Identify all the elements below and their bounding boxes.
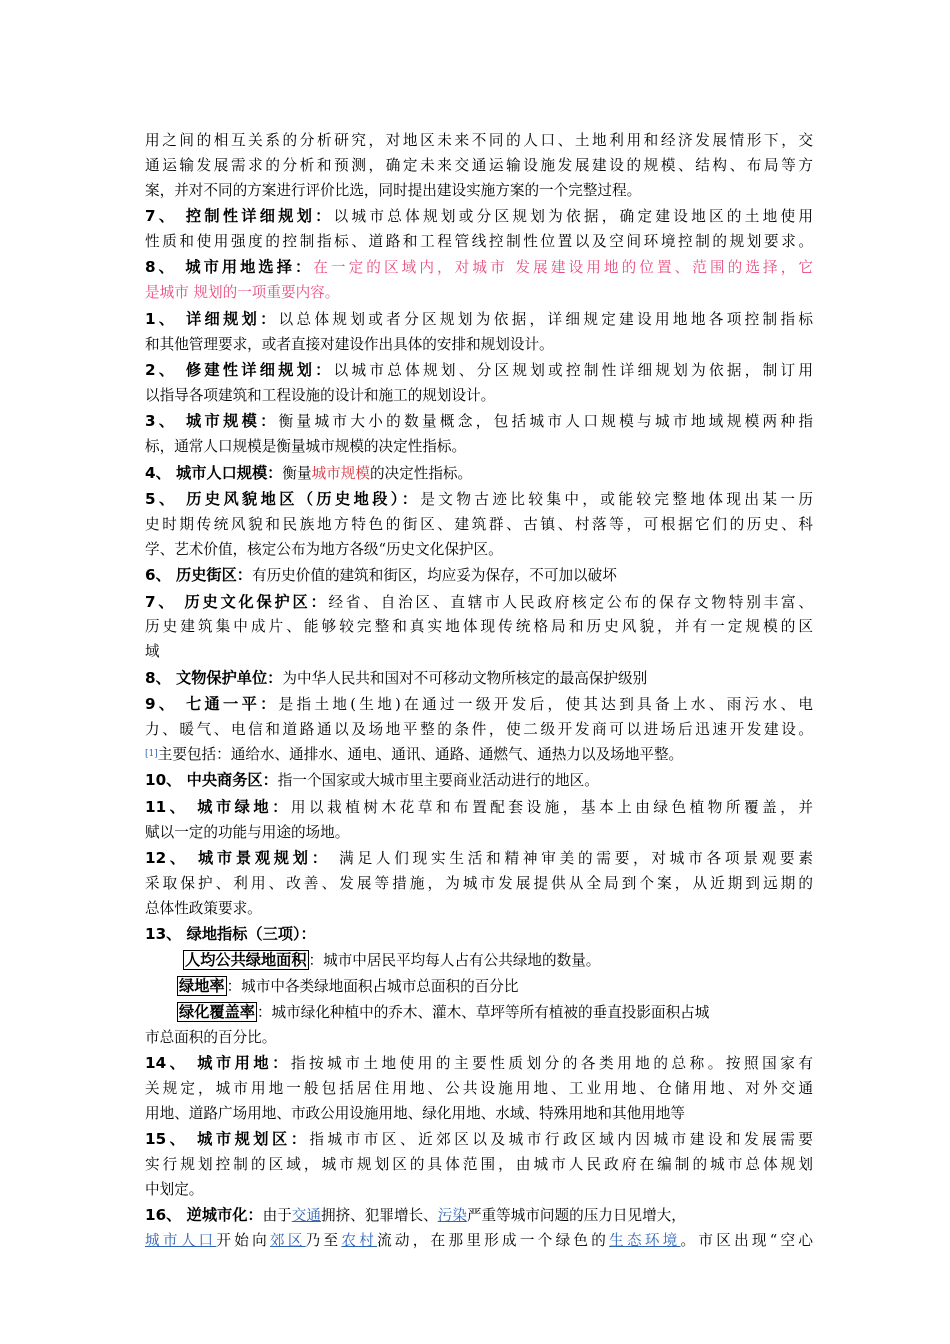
footnote-ref: [1] <box>145 748 158 759</box>
text-run: 的决定性指标。 <box>369 464 473 482</box>
text-run: 学、艺术价值，核定公布为地方各级“历史文化保护区。 <box>145 540 503 558</box>
item-number: 6、 <box>145 566 177 585</box>
term-heading: 历史风貌地区（历史地段）： <box>186 489 421 508</box>
text-run: 衡量 <box>282 464 312 482</box>
text-line-2 <box>145 153 813 178</box>
text-line-31 <box>145 896 813 921</box>
text-run: 以城市总体规划、分区规划或控制性详细规划为依据，制订用 <box>333 362 813 380</box>
boxed-term: 绿化覆盖率 <box>179 1002 255 1021</box>
text-run: 力、暖气、电信和道路通以及场地平整的条件，使二级开发商可以进场后迅速开发建设。 <box>145 720 813 738</box>
text-line-28 <box>145 820 813 845</box>
term-heading: 逆城市化： <box>186 1206 263 1225</box>
term-heading: 绿地指标（三项）： <box>186 925 316 944</box>
text-run: ：城市中居民平均每人占有公共绿地的数量。 <box>308 952 601 969</box>
item-number: 15、 <box>145 1130 198 1149</box>
text-line-16 <box>145 512 813 537</box>
text-line-30 <box>145 871 813 896</box>
item-number: 13、 <box>145 925 187 944</box>
item-number: 2、 <box>145 361 186 380</box>
text-line-37 <box>145 1051 813 1076</box>
term-heading: 城市规模： <box>186 412 279 431</box>
text-line-7 <box>145 280 813 305</box>
text-run: 用地、道路广场用地、市政公用设施用地、绿化用地、水域、特殊用地和其他用地等 <box>145 1104 685 1122</box>
text-line-14 <box>145 461 813 486</box>
text-line-4 <box>145 204 813 229</box>
text-run: 开始向 <box>216 1232 270 1250</box>
text-run: 以城市总体规划或分区规划为依据，确定建设地区的土地使用 <box>333 208 813 226</box>
text-run: 域 <box>145 643 160 661</box>
text-run: 衡量城市大小的数量概念，包括城市人口规模与城市地域规模两种指 <box>278 413 813 431</box>
text-run: 以总体规划或者分区规划为依据，详细规定建设用地地各项控制指标 <box>278 310 813 328</box>
text-line-29 <box>145 846 813 871</box>
text-run: 赋以一定的功能与用途的场地。 <box>145 823 350 841</box>
text-run: 史时期传统风貌和民族地方特色的街区、建筑群、古镇、村落等，可根据它们的历史、科 <box>145 515 813 533</box>
term-heading: 详细规划： <box>186 309 279 328</box>
text-run: 和其他管理要求，或者直接对建设作出具体的安排和规划设计。 <box>145 335 554 353</box>
text-run: 指一个国家或大城市里主要商业活动进行的地区。 <box>277 772 599 790</box>
text-run: 拥挤、犯罪增长、 <box>320 1207 438 1225</box>
text-run: 总体性政策要求。 <box>145 899 262 917</box>
item-number: 8、 <box>145 258 186 277</box>
text-run: 经省、自治区、直辖市人民政府核定公布的保存文物特别丰富、 <box>328 593 814 611</box>
term-heading: 中央商务区： <box>186 771 278 790</box>
text-line-25 <box>145 742 813 767</box>
text-line-20 <box>145 614 813 639</box>
text-run: 中划定。 <box>145 1181 204 1199</box>
text-line-33 <box>145 948 813 973</box>
item-number: 7、 <box>145 592 185 611</box>
term-heading: 城市人口规模： <box>176 463 283 482</box>
text-line-41 <box>145 1152 813 1177</box>
text-line-34 <box>145 974 813 999</box>
text-line-36 <box>145 1025 813 1050</box>
item-number: 11、 <box>145 797 198 816</box>
text-run: 指按城市土地使用的主要性质划分的各类用地的总称。按照国家有 <box>290 1055 813 1073</box>
text-run: 指城市市区、近郊区以及城市行政区域内因城市建设和发展需要 <box>309 1131 813 1149</box>
item-number: 1、 <box>145 309 187 328</box>
term-heading: 城市规划区： <box>197 1130 310 1149</box>
text-run: 通运输发展需求的分析和预测，确定未来交通运输设施发展建设的规模、结构、布局等方 <box>145 156 813 174</box>
text-run: 城市规模 <box>311 464 370 482</box>
document-page <box>145 128 813 1253</box>
text-line-12 <box>145 409 813 434</box>
text-run: 用以栽植树木花草和布置配套设施，基本上由绿色植物所覆盖，并 <box>290 798 813 816</box>
text-run: 满足人们现实生活和精神审美的需要，对城市各项景观要素 <box>330 849 813 867</box>
text-line-35 <box>145 1000 813 1025</box>
text-run: 是城市 规划的一项重要内容。 <box>145 284 340 302</box>
hyperlink[interactable]: 生态环境 <box>609 1232 681 1250</box>
text-line-5 <box>145 229 813 254</box>
text-run: 。市区出现“空心 <box>680 1232 813 1250</box>
text-run: 主要包括：通给水、通排水、通电、通讯、通路、通燃气、通热力以及场地平整。 <box>157 745 684 763</box>
text-line-11 <box>145 383 813 408</box>
text-line-1 <box>145 128 813 153</box>
text-run: 标，通常人口规模是衡量城市规模的决定性指标。 <box>145 438 467 456</box>
text-run: 是文物古迹比较集中，或能较完整地体现出某一历 <box>420 490 813 508</box>
hyperlink[interactable]: 城市人口 <box>145 1232 217 1250</box>
term-heading: 历史文化保护区： <box>184 592 329 611</box>
text-line-9 <box>145 332 813 357</box>
text-line-18 <box>145 563 813 588</box>
item-number: 9、 <box>145 695 187 714</box>
term-heading: 七通一平： <box>186 695 279 714</box>
text-run: 市总面积的百分比。 <box>145 1028 277 1046</box>
text-run: 历史建筑集中成片、能够较完整和真实地体现传统格局和历史风貌，并有一定规模的区 <box>145 618 813 636</box>
text-line-3 <box>145 178 813 203</box>
hyperlink[interactable]: 农村 <box>341 1232 378 1250</box>
text-run: 由于 <box>262 1207 292 1225</box>
hyperlink[interactable]: 郊区 <box>269 1232 306 1250</box>
text-run: 关规定，城市用地一般包括居住用地、公共设施用地、工业用地、仓储用地、对外交通 <box>145 1079 813 1097</box>
item-number: 3、 <box>145 412 187 431</box>
text-run: 性质和使用强度的控制指标、道路和工程管线控制性位置以及空间环境控制的规划要求。 <box>145 233 813 251</box>
text-line-42 <box>145 1177 813 1202</box>
text-run: 在一定的区域内，对城市 发展建设用地的位置、范围的选择，它 <box>313 259 813 277</box>
boxed-term: 绿地率 <box>179 976 225 995</box>
text-line-21 <box>145 639 813 664</box>
text-line-44 <box>145 1228 813 1253</box>
item-number: 5、 <box>145 489 187 508</box>
term-heading: 城市绿地： <box>197 797 291 816</box>
text-line-27 <box>145 795 813 820</box>
text-run: 以指导各项建筑和工程设施的设计和施工的规划设计。 <box>145 386 496 404</box>
text-line-32 <box>145 922 813 947</box>
text-run: 采取保护、利用、改善、发展等措施，为城市发展提供从全局到个案，从近期到远期的 <box>145 874 813 892</box>
text-line-26 <box>145 768 813 793</box>
text-line-23 <box>145 692 813 717</box>
text-run: ：城市中各类绿地面积占城市总面积的百分比 <box>226 977 519 995</box>
item-number: 7、 <box>145 207 186 226</box>
term-heading: 城市景观规划： <box>197 848 331 867</box>
text-line-6 <box>145 255 813 280</box>
term-heading: 城市用地： <box>197 1054 291 1073</box>
text-run: 用之间的相互关系的分析研究，对地区未来不同的人口、土地利用和经济发展情形下，交 <box>145 132 813 149</box>
text-line-10 <box>145 358 813 383</box>
text-run: 有历史价值的建筑和街区，均应妥为保存，不可加以破坏 <box>251 567 617 585</box>
term-heading: 文物保护单位： <box>176 668 283 687</box>
text-run: 实行规划控制的区域，城市规划区的具体范围，由城市人民政府在编制的城市总体规划 <box>145 1156 813 1174</box>
item-number: 10、 <box>145 771 187 790</box>
item-number: 4、 <box>145 463 177 482</box>
text-run: ：城市绿化种植中的乔木、灌木、草坪等所有植被的垂直投影面积占城 <box>256 1003 710 1021</box>
item-number: 12、 <box>145 848 198 867</box>
text-line-22 <box>145 666 813 691</box>
text-run: 为中华人民共和国对不可移动文物所核定的最高保护级别 <box>282 669 648 687</box>
item-number: 16、 <box>145 1206 187 1225</box>
term-heading: 城市用地选择： <box>185 258 314 277</box>
text-run: 乃至 <box>305 1232 342 1250</box>
item-number: 8、 <box>145 668 177 687</box>
hyperlink[interactable]: 交通 <box>291 1207 321 1225</box>
term-heading: 修建性详细规划： <box>185 361 334 380</box>
text-line-40 <box>145 1127 813 1152</box>
text-run: 案，并对不同的方案进行评价比选，同时提出建设实施方案的一个完整过程。 <box>145 181 642 199</box>
text-run: 严重等城市问题的压力日见增大， <box>466 1207 686 1225</box>
term-heading: 控制性详细规划： <box>185 207 334 226</box>
text-run: 流动，在那里形成一个绿色的 <box>377 1232 610 1250</box>
text-line-43 <box>145 1203 813 1228</box>
term-heading: 历史街区： <box>176 566 252 585</box>
text-line-8 <box>145 307 813 332</box>
hyperlink[interactable]: 污染 <box>437 1207 467 1225</box>
text-line-19 <box>145 590 813 615</box>
text-line-13 <box>145 434 813 459</box>
text-line-15 <box>145 487 813 512</box>
text-line-24 <box>145 717 813 742</box>
boxed-term: 人均公共绿地面积 <box>185 951 307 969</box>
text-run: 是指土地(生地)在通过一级开发后，使其达到具备上水、雨污水、电 <box>278 696 814 714</box>
text-line-39 <box>145 1101 813 1126</box>
item-number: 14、 <box>145 1054 198 1073</box>
text-line-17 <box>145 537 813 562</box>
text-line-38 <box>145 1076 813 1101</box>
